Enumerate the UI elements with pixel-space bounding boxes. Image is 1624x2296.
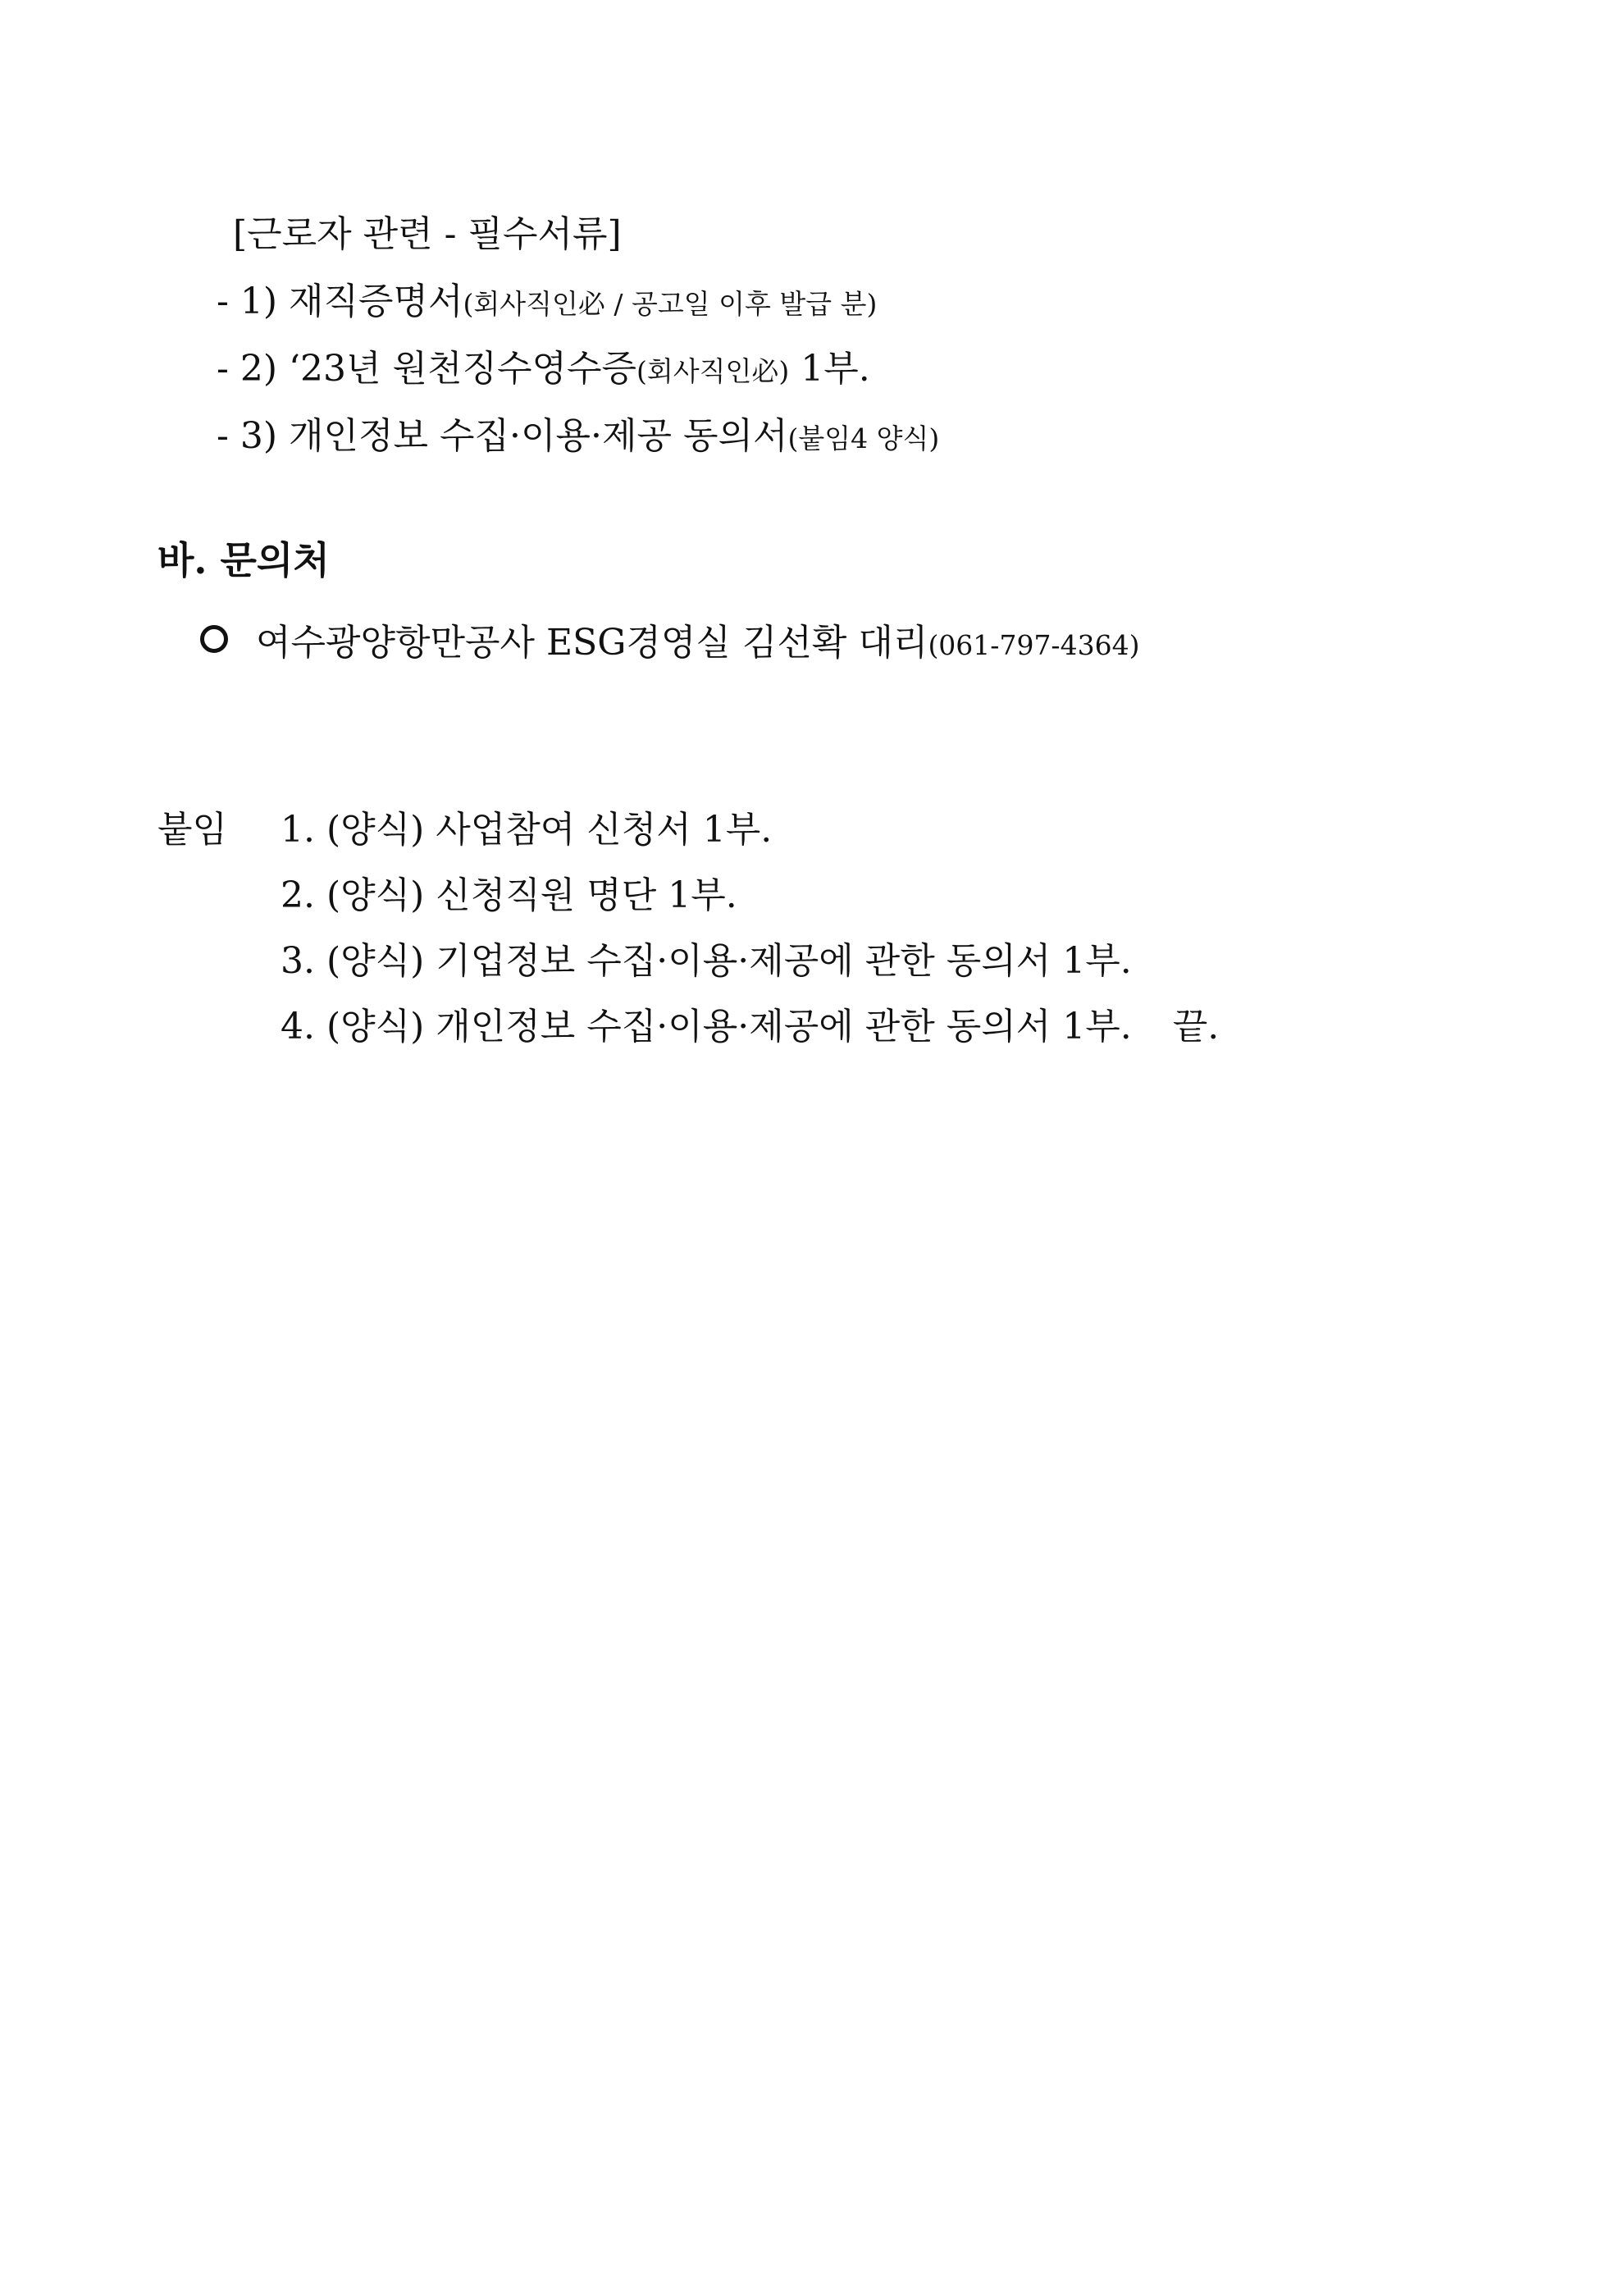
attachment-item-3: 3. (양식) 기업정보 수집·이용·제공에 관한 동의서 1부. [281, 940, 1132, 982]
worker-doc-item-2 [217, 348, 870, 390]
worker-doc-item-1-note: (회사직인必 / 공고일 이후 발급 분) [463, 288, 878, 320]
attachment-item-2: 2. (양식) 신청직원 명단 1부. [281, 874, 737, 916]
worker-doc-item-3 [217, 415, 940, 457]
worker-doc-item-2-note: (회사직인必) [636, 355, 790, 387]
attachment-item-1: 1. (양식) 사업참여 신청서 1부. [281, 809, 773, 851]
attachment-item-4-text: 4. (양식) 개인정보 수집·이용·제공에 관한 동의서 1부. [281, 1006, 1132, 1048]
worker-doc-item-2-tail: 1부. [789, 348, 870, 390]
end-mark: 끝. [1172, 1006, 1220, 1048]
worker-doc-item-3-main: - 3) 개인정보 수집·이용·제공 동의서 [217, 415, 788, 457]
worker-docs-header: [근로자 관련 - 필수서류] [233, 213, 622, 255]
contact-heading: 바. 문의처 [157, 538, 330, 582]
attachments-label: 붙임 [157, 809, 228, 851]
attachment-item-4 [281, 1006, 1220, 1048]
contact-phone: (061-797-4364) [928, 629, 1140, 661]
worker-doc-item-1-main: - 1) 재직증명서 [217, 281, 463, 322]
contact-line [200, 622, 1140, 664]
worker-doc-item-3-note: (붙임4 양식) [787, 422, 940, 454]
contact-text: 여수광양항만공사 ESG경영실 김선확 대리 [256, 622, 928, 664]
worker-doc-item-1 [217, 281, 878, 322]
hollow-circle-bullet-icon [200, 625, 228, 653]
worker-doc-item-2-main: - 2) ‘23년 원천징수영수증 [217, 348, 636, 390]
